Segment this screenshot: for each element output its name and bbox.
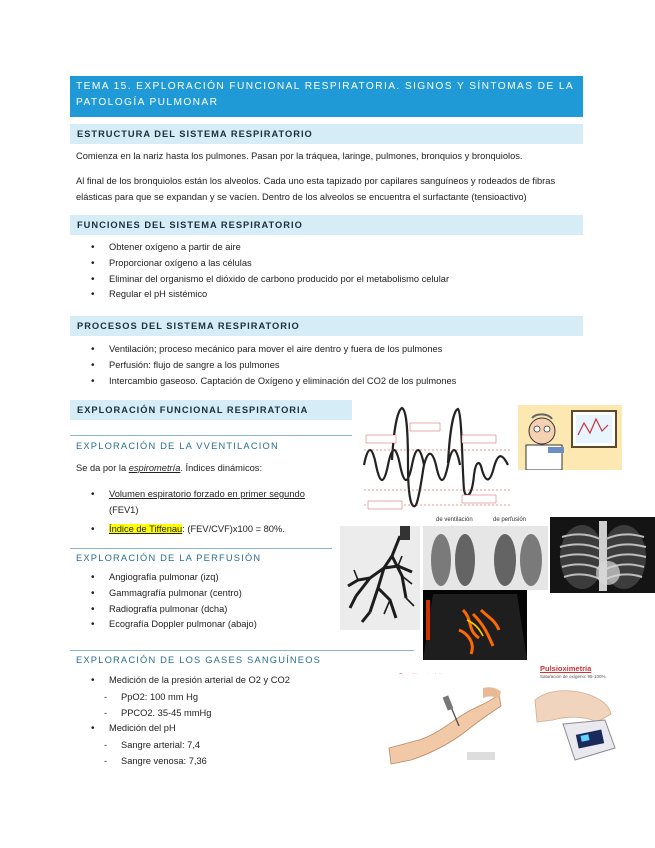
divider — [70, 650, 414, 651]
list-item: • Volumen espiratorio forzado en primer segundo (FEV1) — [76, 487, 356, 519]
sub-list-item: - PpO2: 100 mm Hg — [76, 689, 376, 705]
gamma-label-perfusion: de perfusión — [493, 517, 527, 523]
divider — [70, 435, 352, 436]
list-item: • Regular el pH sistémico — [76, 287, 581, 303]
list-item: • Intercambio gaseoso. Captación de Oxígeno y eliminación del CO2 de los pulmones — [76, 374, 581, 390]
list-item: • Ventilación; proceso mecánico para mover el aire dentro y fuera de los pulmones — [76, 342, 581, 358]
subheading-gases: EXPLORACIÓN DE LOS GASES SANGUÍNEOS — [76, 655, 322, 665]
gammagraphy-image — [423, 526, 548, 590]
espirometria-link: espirometría — [128, 463, 181, 473]
procesos-list — [76, 342, 581, 389]
sub-list-item: - Sangre venosa: 7,36 — [76, 753, 376, 769]
sub-list-item: - Sangre arterial: 7,4 — [76, 737, 376, 753]
list-item: • Radiografía pulmonar (dcha) — [76, 602, 336, 618]
funciones-list — [76, 240, 581, 303]
list-item: • Índice de Tiffenau: (FEV/CVF)x100 = 80%. — [76, 522, 356, 538]
chest-xray-image — [550, 517, 655, 593]
perfusion-list — [76, 570, 336, 633]
spirometry-graph-image — [362, 405, 514, 517]
list-item: • Medición del pH — [76, 721, 376, 737]
list-item: • Obtener oxígeno a partir de aire — [76, 240, 581, 256]
list-item: • Perfusión: flujo de sangre a los pulmones — [76, 358, 581, 374]
list-item: • Angiografía pulmonar (izq) — [76, 570, 336, 586]
arterial-puncture-image — [385, 674, 503, 766]
pulse-oximeter-image — [527, 680, 622, 768]
estructura-p2: Al final de los bronquiolos están los alveolos. Cada uno esta tapizado por capilares sanguíneos y rodeados de fibras elásticas para que se expandan y se vacíen. Dentro de los alveolos se encuentra el surfactante (tensioactivo) — [76, 176, 556, 202]
tiffenau-highlight: Índice de Tiffenau — [109, 523, 183, 534]
ventilacion-intro: Se da por la espirometría. Índices dinámicos: — [76, 463, 263, 473]
estructura-p1: Comienza en la nariz hasta los pulmones. Pasan por la tráquea, laringe, pulmones, bronquios y bronquiolos. — [76, 151, 523, 161]
section-heading-procesos: PROCESOS DEL SISTEMA RESPIRATORIO — [70, 316, 583, 336]
section-heading-estructura: ESTRUCTURA DEL SISTEMA RESPIRATORIO — [70, 124, 583, 144]
divider — [70, 548, 332, 549]
list-item: • Medición de la presión arterial de O2 y CO2 — [76, 673, 376, 689]
gamma-label-ventilacion: de ventilación — [436, 517, 473, 523]
pulsi-subtitle: Saturación de oxígeno: 95-100% — [540, 674, 606, 679]
section-heading-exploracion: EXPLORACIÓN FUNCIONAL RESPIRATORIA — [70, 400, 352, 420]
pulsi-title: Pulsioximetría — [540, 664, 592, 673]
gases-list — [76, 673, 376, 769]
section-heading-funciones: FUNCIONES DEL SISTEMA RESPIRATORIO — [70, 215, 583, 235]
page-title: TEMA 15. EXPLORACIÓN FUNCIONAL RESPIRATORIA. SIGNOS Y SÍNTOMAS DE LA PATOLOGÍA PULMONAR — [70, 76, 583, 117]
sub-list-item: - PPCO2. 35-45 mmHg — [76, 705, 376, 721]
list-item: • Gammagrafía pulmonar (centro) — [76, 586, 336, 602]
angiography-image — [340, 526, 420, 630]
doctor-spirometer-cartoon-image — [518, 405, 622, 470]
doppler-ultrasound-image — [423, 590, 527, 660]
list-item: • Proporcionar oxígeno a las células — [76, 256, 581, 272]
list-item: • Ecografía Doppler pulmonar (abajo) — [76, 617, 336, 633]
list-item: • Eliminar del organismo el dióxido de carbono producido por el metabolismo celular — [76, 272, 581, 288]
subheading-perfusion: EXPLORACIÓN DE LA PERFUSIÓN — [76, 553, 262, 563]
subheading-ventilacion: EXPLORACIÓN DE LA VVENTILACION — [76, 441, 279, 451]
ventilacion-list — [76, 487, 356, 537]
